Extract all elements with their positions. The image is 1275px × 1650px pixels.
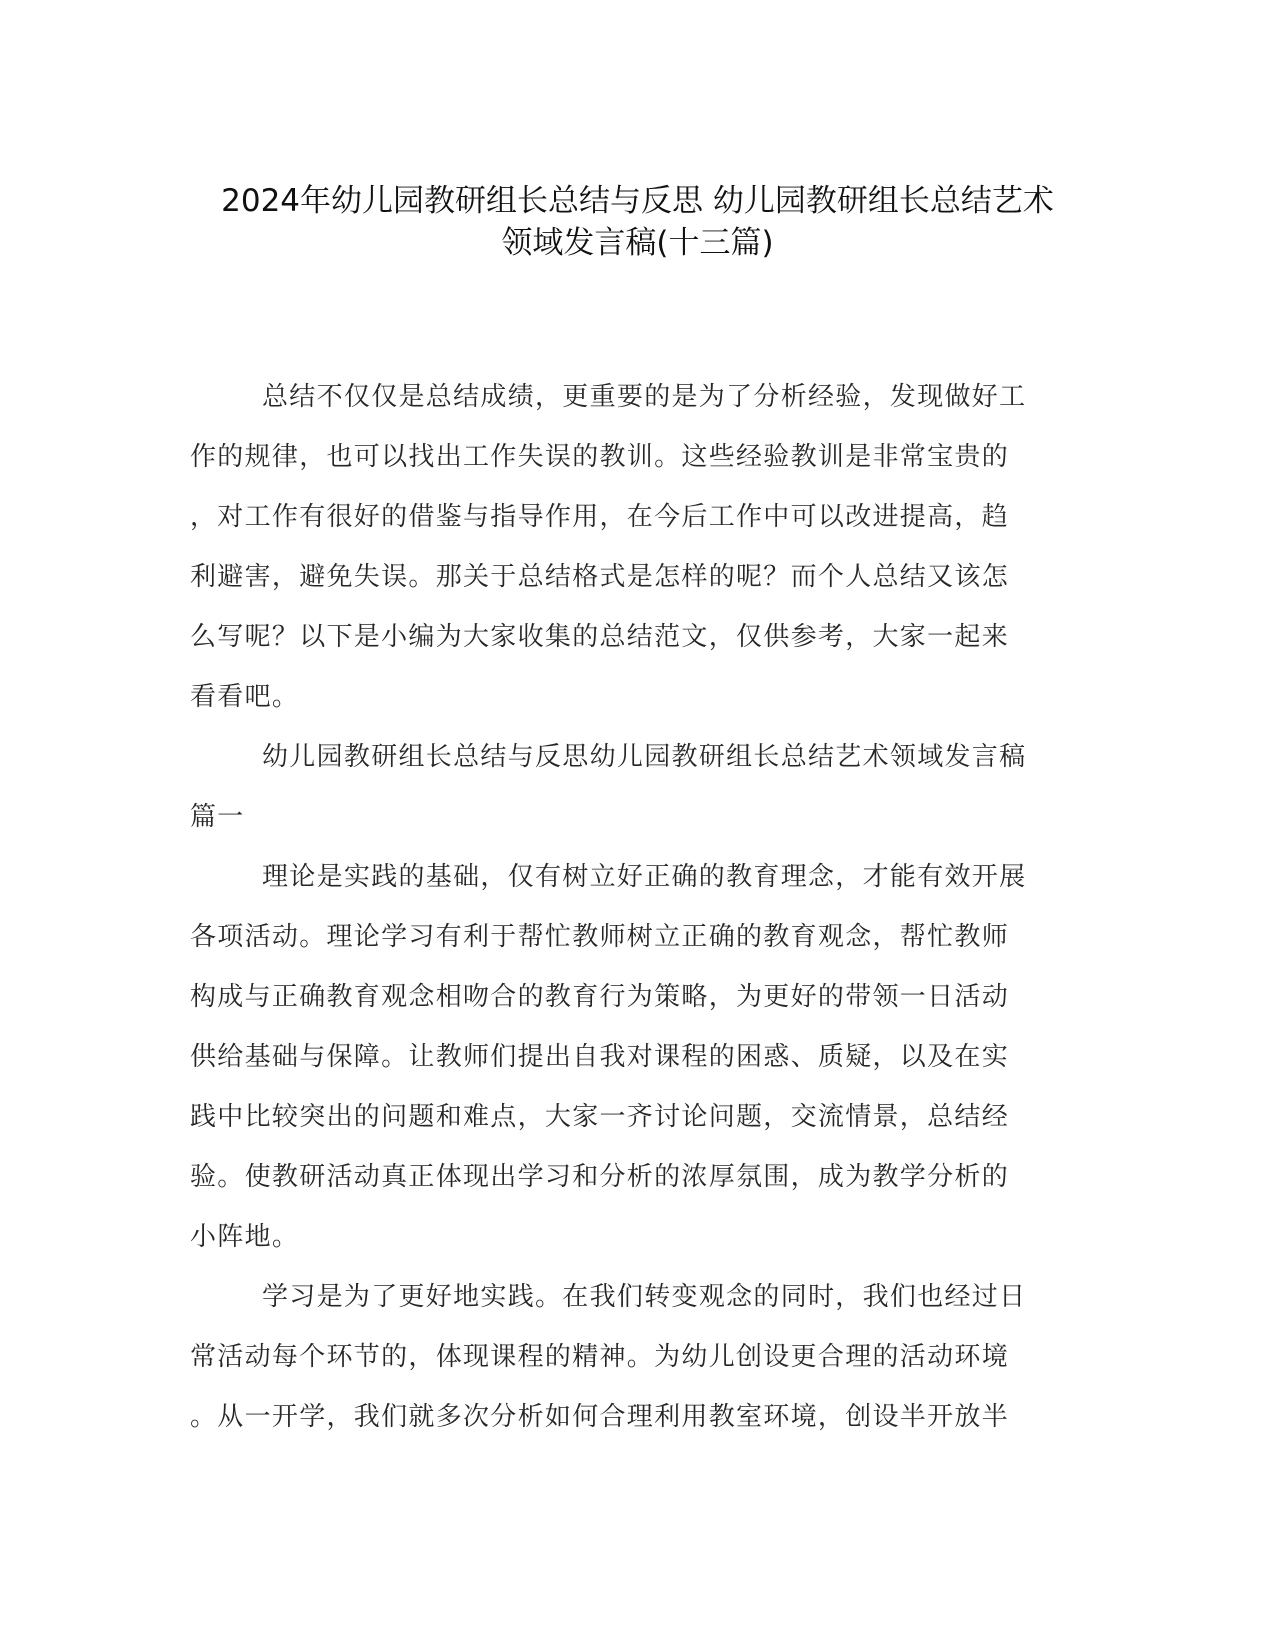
paragraph-practice — [190, 1267, 1085, 1447]
text-line: 各项活动。理论学习有利于帮忙教师树立正确的教育观念，帮忙教师 — [190, 922, 1010, 952]
document-title — [150, 180, 1125, 264]
text-line: 篇一 — [190, 802, 245, 832]
text-line: 供给基础与保障。让教师们提出自我对课程的困惑、质疑，以及在实 — [190, 1042, 1010, 1072]
text-line: 幼儿园教研组长总结与反思幼儿园教研组长总结艺术领域发言稿 — [262, 742, 1027, 772]
section-heading — [190, 727, 1085, 847]
text-line: 常活动每个环节的，体现课程的精神。为幼儿创设更合理的活动环境 — [190, 1342, 1010, 1372]
text-line: 小阵地。 — [190, 1222, 300, 1252]
text-line: 作的规律，也可以找出工作失误的教训。这些经验教训是非常宝贵的 — [190, 442, 1010, 472]
text-line: 理论是实践的基础，仅有树立好正确的教育理念，才能有效开展 — [262, 862, 1027, 892]
text-line: 学习是为了更好地实践。在我们转变观念的同时，我们也经过日 — [262, 1282, 1027, 1312]
paragraph-theory — [190, 847, 1085, 1267]
document-body — [190, 367, 1085, 1447]
text-line: 。从一开学，我们就多次分析如何合理利用教室环境，创设半开放半 — [190, 1402, 1010, 1432]
text-line: 么写呢？以下是小编为大家收集的总结范文，仅供参考，大家一起来 — [190, 622, 1010, 652]
text-line: 践中比较突出的问题和难点，大家一齐讨论问题，交流情景，总结经 — [190, 1102, 1010, 1132]
text-line: 验。使教研活动真正体现出学习和分析的浓厚氛围，成为教学分析的 — [190, 1162, 1010, 1192]
title-line: 领域发言稿(十三篇) — [501, 225, 774, 261]
text-line: 总结不仅仅是总结成绩，更重要的是为了分析经验，发现做好工 — [262, 382, 1027, 412]
text-line: ，对工作有很好的借鉴与指导作用，在今后工作中可以改进提高，趋 — [190, 502, 1010, 532]
text-line: 利避害，避免失误。那关于总结格式是怎样的呢？而个人总结又该怎 — [190, 562, 1010, 592]
title-line: 2024年幼儿园教研组长总结与反思 幼儿园教研组长总结艺术 — [221, 183, 1054, 219]
paragraph-intro — [190, 367, 1085, 727]
text-line: 构成与正确教育观念相吻合的教育行为策略，为更好的带领一日活动 — [190, 982, 1010, 1012]
text-line: 看看吧。 — [190, 682, 300, 712]
